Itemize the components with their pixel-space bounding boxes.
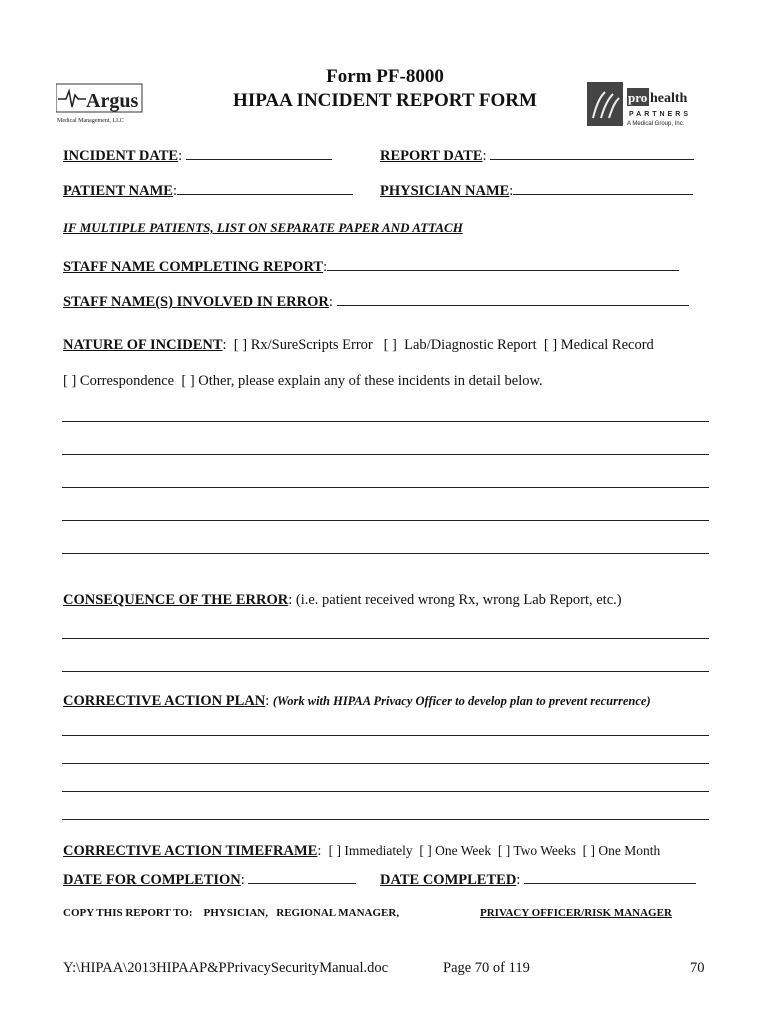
incident-date-row: INCIDENT DATE: [63, 148, 332, 165]
copy-to-label: COPY THIS REPORT TO: [63, 907, 193, 919]
report-date-field[interactable] [490, 158, 694, 160]
svg-text:health: health [650, 91, 688, 106]
timeframe-label: CORRECTIVE ACTION TIMEFRAME [63, 843, 318, 859]
detail-line[interactable] [62, 553, 709, 554]
detail-line[interactable] [62, 421, 709, 422]
timeframe-row: CORRECTIVE ACTION TIMEFRAME: [ ] Immediately [ ] One Week [ ] Two Weeks [ ] One Month [63, 843, 661, 859]
physician-name-field[interactable] [513, 193, 693, 195]
consequence-line[interactable] [62, 671, 709, 672]
copy-to-row [63, 907, 399, 919]
plan-line[interactable] [62, 763, 709, 764]
multiple-patients-note: IF MULTIPLE PATIENTS, LIST ON SEPARATE PAPER AND ATTACH [63, 220, 463, 235]
plan-line[interactable] [62, 791, 709, 792]
svg-text:PARTNERS: PARTNERS [629, 111, 691, 118]
staff-completing-field[interactable] [327, 269, 679, 271]
corrective-plan-label: CORRECTIVE ACTION PLAN [63, 693, 266, 709]
corrective-plan-row: CORRECTIVE ACTION PLAN: (Work with HIPAA Privacy Officer to develop plan to prevent recurrence) [63, 693, 651, 709]
patient-name-field[interactable] [177, 193, 353, 195]
footer-path: Y:\HIPAA\2013HIPAAP&PPrivacySecurityManual.doc [63, 960, 389, 976]
consequence-hint: (i.e. patient received wrong Rx, wrong Lab Report, etc.) [295, 592, 622, 608]
staff-completing-label: STAFF NAME COMPLETING REPORT [63, 259, 324, 275]
svg-text:Argus: Argus [86, 90, 139, 112]
form-title: HIPAA INCIDENT REPORT FORM [233, 90, 537, 111]
footer-page-number: 70 [690, 960, 705, 976]
plan-line[interactable] [62, 735, 709, 736]
corrective-plan-hint: (Work with HIPAA Privacy Officer to develop plan to prevent recurrence) [272, 694, 651, 708]
date-completed-row: DATE COMPLETED: [380, 872, 696, 889]
staff-completing-row: STAFF NAME COMPLETING REPORT: [63, 259, 679, 276]
nature-options-2[interactable]: [ ] Correspondence [ ] Other, please explain any of these incidents in detail below. [63, 373, 543, 389]
staff-involved-field[interactable] [337, 304, 689, 306]
date-for-completion-label: DATE FOR COMPLETION [63, 872, 241, 888]
date-completed-label: DATE COMPLETED [380, 872, 517, 888]
form-number: Form PF-8000 [326, 66, 444, 87]
date-for-completion-field[interactable] [248, 882, 356, 884]
footer-page: Page 70 of 119 [443, 960, 530, 976]
staff-involved-label: STAFF NAME(S) INVOLVED IN ERROR [63, 294, 329, 310]
detail-line[interactable] [62, 520, 709, 521]
date-completed-field[interactable] [524, 882, 696, 884]
nature-label: NATURE OF INCIDENT [63, 337, 223, 353]
incident-date-label: INCIDENT DATE [63, 148, 179, 164]
detail-line[interactable] [62, 454, 709, 455]
report-date-label: REPORT DATE [380, 148, 483, 164]
timeframe-options[interactable]: [ ] Immediately [ ] One Week [ ] Two Weeks [ ] One Month [328, 843, 661, 858]
nature-options-1[interactable]: [ ] Rx/SureScripts Error [ ] Lab/Diagnostic Report [ ] Medical Record [233, 337, 654, 353]
copy-to-recipients-2: PRIVACY OFFICER/RISK MANAGER [480, 907, 672, 919]
detail-line[interactable] [62, 487, 709, 488]
patient-name-label: PATIENT NAME [63, 183, 173, 199]
physician-name-label: PHYSICIAN NAME [380, 183, 510, 199]
consequence-label: CONSEQUENCE OF THE ERROR [63, 592, 289, 608]
consequence-row: CONSEQUENCE OF THE ERROR: (i.e. patient received wrong Rx, wrong Lab Report, etc.) [63, 592, 622, 608]
physician-name-row: PHYSICIAN NAME: [380, 183, 693, 200]
copy-to-recipients-1: PHYSICIAN, REGIONAL MANAGER, [203, 907, 400, 919]
svg-text:pro: pro [628, 90, 648, 105]
consequence-line[interactable] [62, 638, 709, 639]
incident-date-field[interactable] [186, 158, 332, 160]
svg-text:Medical Management, LLC: Medical Management, LLC [57, 118, 124, 124]
plan-line[interactable] [62, 819, 709, 820]
svg-text:A Medical Group, Inc.: A Medical Group, Inc. [627, 121, 685, 127]
staff-involved-row: STAFF NAME(S) INVOLVED IN ERROR: [63, 294, 689, 311]
report-date-row: REPORT DATE: [380, 148, 694, 165]
date-for-completion-row: DATE FOR COMPLETION: [63, 872, 356, 889]
nature-row: NATURE OF INCIDENT: [ ] Rx/SureScripts Error [ ] Lab/Diagnostic Report [ ] Medical Record [63, 337, 654, 353]
patient-name-row: PATIENT NAME: [63, 183, 353, 200]
